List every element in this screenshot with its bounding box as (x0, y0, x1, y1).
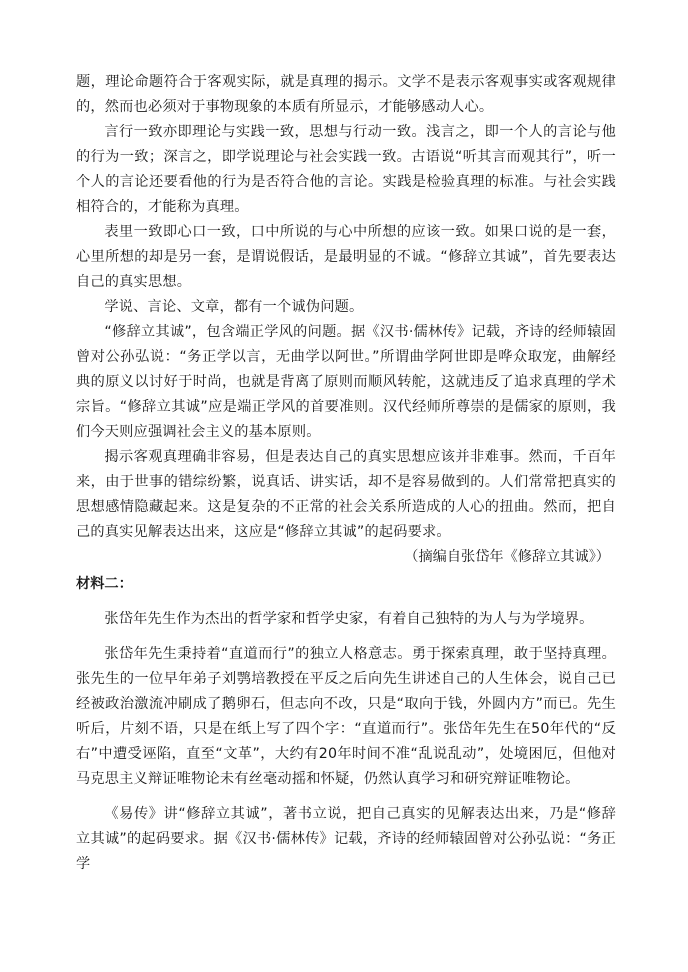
paragraph-xueshuo: 学说、言论、文章，都有一个诚伪问题。 (104, 299, 364, 315)
paragraph-intro: 张岱年先生作为杰出的哲学家和哲学史家，有着自己独特的为人与为学境界。 (104, 611, 594, 627)
paragraph-yanxing: 言行一致亦即理论与实践一致，思想与行动一致。浅言之，即一个人的言论与他的行为一致；深言之，即学说理论与社会实践一致。古语说“听其言而观其行”，听一个人的言论还要看他的行为是否符合他的言论。实践是检验真理的标准。与社会实践相符合的，才能称为真理。 (76, 124, 616, 215)
paragraph-jieshi: 揭示客观真理确非容易，但是表达自己的真实思想应该并非难事。然而，千百年来，由于世事的错综纷繁，说真话、讲实话，却不是容易做到的。人们常常把真实的思想感情隐藏起来。这是复杂的不正常的社会关系所造成的人心的扭曲。然而，把自己的真实见解表达出来，这应是“修辞立其诚”的起码要求。 (76, 449, 616, 540)
document-page (76, 70, 616, 877)
source-citation: （摘编自张岱年《修辞立其诚》） (404, 549, 610, 565)
paragraph-xiuci: “修辞立其诚”，包含端正学风的问题。据《汉书·儒林传》记载，齐诗的经师辕固曾对公孙弘说：“务正学以言，无曲学以阿世。”所谓曲学阿世即是哗众取宠，曲解经典的原义以讨好于时尚，也就是背离了原则而顺风转舵，这就违反了追求真理的学术宗旨。“修辞立其诚”应是端正学风的首要准则。汉代经师所尊崇的是儒家的原则，我们今天则应强调社会主义的基本原则。 (76, 324, 616, 440)
paragraph-zhidao: 张岱年先生秉持着“直道而行”的独立人格意志。勇于探索真理，敢于坚持真理。张先生的一位早年弟子刘鹗培教授在平反之后向先生讲述自己的人生体会，说自己已经被政治激流冲刷成了鹅卵石，但志向不改，只是“取向于钱，外圆内方”而已。先生听后，片刻不语，只是在纸上写了四个字：“直道而行”。张岱年先生在50年代的“反右”中遭受诬陷，直至“文革”，大约有20年时间不准“乱说乱动”，处境困厄，但他对马克思主义辩证唯物论未有丝毫动摇和怀疑，仍然认真学习和研究辩证唯物论。 (76, 646, 616, 787)
paragraph-yizhuan: 《易传》讲“修辞立其诚”，著书立说，把自己真实的见解表达出来，乃是“修辞立其诚”的起码要求。据《汉书·儒林传》记载，齐诗的经师辕固曾对公孙弘说：“务正学 (76, 806, 616, 872)
material-two-heading: 材料二： (76, 576, 133, 592)
paragraph-biaoli: 表里一致即心口一致，口中所说的与心中所想的应该一致。如果口说的是一套，心里所想的却是另一套，是谓说假话，是最明显的不诚。“修辞立其诚”，首先要表达自己的真实思想。 (76, 224, 616, 290)
paragraph-continued: 题，理论命题符合于客观实际，就是真理的揭示。文学不是表示客观事实或客观规律的，然而也必须对于事物现象的本质有所显示，才能够感动人心。 (76, 74, 616, 115)
